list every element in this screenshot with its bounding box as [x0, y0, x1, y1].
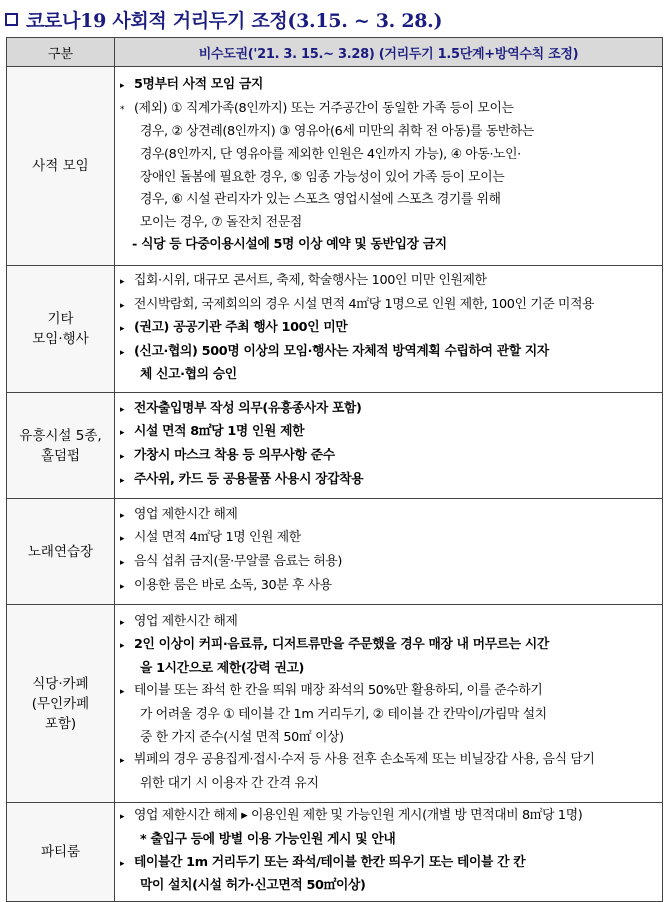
triangle-bullet-icon: ▸	[120, 404, 125, 415]
category-label: 파티룸	[40, 844, 81, 860]
content-text: 경우, ② 상견례(8인까지) ③ 영유아(6세 미만의 취학 전 아동)를 동반하는	[140, 124, 534, 140]
content-line	[120, 829, 658, 852]
triangle-bullet-icon: ▸	[120, 812, 125, 823]
content-line	[120, 294, 658, 318]
content-text: 음식 섭취 금지(물·무알콜 음료는 허용)	[134, 554, 343, 569]
content-text: 전자출입명부 작성 의무(유흥종사자 포함)	[134, 400, 362, 416]
content-line	[120, 144, 658, 167]
content-text: 영업 제한시간 해제 ▸ 이용인원 제한 및 가능인원 게시(개별 방 면적대비 8㎡당 1명)	[134, 808, 583, 824]
triangle-bullet-icon: ▸	[120, 300, 125, 311]
content-text: 테이블간 1m 거리두기 또는 좌석/테이블 한칸 띄우기 또는 테이블 간 칸	[134, 854, 526, 870]
content-line	[120, 551, 658, 575]
content-line	[120, 634, 658, 658]
content-line	[120, 504, 658, 528]
content-line	[120, 421, 658, 445]
category-label: 기타	[47, 311, 74, 327]
content-text: 체 신고·협의 승인	[140, 367, 237, 383]
triangle-bullet-icon: ▸	[120, 324, 125, 335]
content-text: 중 한 가지 준수(시설 면적 50㎡ 이상)	[140, 729, 344, 745]
content-text: 경우, ⑥ 시설 관리자가 있는 스포츠 영업시설에 스포츠 경기를 위해	[140, 192, 501, 208]
content-line	[120, 727, 658, 750]
content-line	[120, 341, 658, 365]
content-line	[120, 527, 658, 551]
content-line	[120, 364, 658, 387]
row-content	[115, 499, 663, 605]
category-label: 노래연습장	[27, 543, 94, 560]
row-category	[7, 605, 115, 803]
triangle-bullet-icon: ▸	[120, 510, 125, 521]
category-label: 유흥시설 5종,	[19, 427, 102, 444]
row-category	[7, 266, 115, 393]
content-line	[120, 445, 658, 469]
triangle-bullet-icon: ▸	[120, 475, 125, 486]
row-category	[7, 499, 115, 605]
content-text: 테이블 또는 좌석 한 칸을 띄워 매장 좌석의 50%만 활용하되, 이를 준수하기	[134, 683, 543, 699]
triangle-bullet-icon: ▸	[120, 641, 125, 652]
triangle-bullet-icon: ▸	[120, 534, 125, 545]
row-category	[7, 67, 115, 266]
content-text: 위한 대기 시 이용자 간 간격 유지	[140, 775, 319, 791]
content-text: (권고) 공공기관 주최 행사 100인 미만	[134, 320, 348, 336]
content-line	[120, 704, 658, 727]
table-body	[7, 67, 663, 902]
content-line	[120, 680, 658, 704]
content-text: (제외) ① 직계가족(8인까지) 또는 거주공간이 동일한 가족 등이 모이는	[134, 100, 514, 116]
category-label: 포함)	[44, 715, 77, 732]
triangle-bullet-icon: ▸	[120, 428, 125, 439]
content-text: 2인 이상이 커피·음료류, 디저트류만을 주문했을 경우 매장 내 머무르는 시간	[134, 637, 549, 653]
content-text: 경우(8인까지, 단 영유아를 제외한 인원은 4인까지 가능), ④ 아동·노인·	[140, 146, 521, 162]
category-label: 사적 모임	[32, 158, 89, 174]
table-header-row	[7, 38, 663, 67]
content-line	[120, 658, 658, 681]
triangle-bullet-icon: ▸	[120, 858, 125, 869]
triangle-bullet-icon: ▸	[120, 617, 125, 628]
content-text: 모이는 경우, ⑦ 돌잔치 전문점	[140, 214, 302, 230]
content-line	[120, 74, 658, 98]
row-category	[7, 393, 115, 499]
content-line	[120, 212, 658, 235]
regulation-table	[6, 37, 663, 902]
content-line	[120, 611, 658, 635]
triangle-bullet-icon: ▸	[120, 687, 125, 698]
content-line	[120, 773, 658, 796]
header-category: 구분	[7, 38, 115, 67]
triangle-bullet-icon: ▸	[120, 452, 125, 462]
row-content	[115, 393, 663, 499]
document-title-text: 코로나19 사회적 거리두기 조정(3.15. ~ 3. 28.)	[26, 9, 443, 32]
content-text: 가창시 마스크 착용 등 의무사항 준수	[134, 448, 335, 463]
row-content	[115, 67, 663, 266]
category-label: (무인카페	[31, 695, 90, 712]
table-row	[7, 67, 663, 266]
row-content	[115, 803, 663, 902]
triangle-bullet-icon: ▸	[120, 347, 125, 358]
table-row	[7, 499, 663, 605]
content-line	[120, 317, 658, 341]
row-content	[115, 266, 663, 393]
asterisk-marker: *	[120, 104, 125, 115]
content-line	[120, 398, 658, 422]
checkbox-bullet-icon	[5, 13, 18, 26]
content-line	[120, 749, 658, 773]
content-line	[120, 167, 658, 190]
content-text: (신고·협의) 500명 이상의 모임·행사는 자체적 방역계획 수립하여 관할 지자	[134, 343, 549, 359]
triangle-bullet-icon: ▸	[120, 558, 125, 568]
category-label: 모임·행사	[32, 331, 89, 347]
content-text: 가 어려울 경우 ① 테이블 간 1m 거리두기, ② 테이블 간 칸막이/가림막 설치	[140, 707, 547, 722]
row-content	[115, 605, 663, 803]
triangle-bullet-icon: ▸	[120, 277, 125, 288]
table-row	[7, 803, 663, 902]
content-line	[120, 98, 658, 122]
content-line	[120, 121, 658, 144]
content-line	[120, 805, 658, 829]
content-text: 장애인 돌봄에 필요한 경우, ⑤ 임종 가능성이 있어 가족 등이 모이는	[140, 169, 505, 185]
content-text: 전시박람회, 국제회의의 경우 시설 면적 4㎡당 1명으로 인원 제한, 100인 기준 미적용	[134, 296, 595, 312]
content-text: 영업 제한시간 해제	[134, 506, 238, 522]
header-period: 비수도권('21. 3. 15.~ 3.28) (거리두기 1.5단계+방역수칙 조정)	[115, 38, 663, 67]
triangle-bullet-icon: ▸	[120, 81, 125, 92]
content-text: 을 1시간으로 제한(강력 권고)	[140, 660, 304, 676]
content-text: 집회·시위, 대규모 콘서트, 축제, 학술행사는 100인 미만 인원제한	[134, 273, 487, 289]
content-text: 시설 면적 8㎡당 1명 인원 제한	[134, 424, 305, 440]
content-line	[120, 234, 658, 257]
table-row	[7, 266, 663, 393]
triangle-bullet-icon: ▸	[120, 581, 125, 592]
content-line	[120, 852, 658, 876]
document-title	[5, 4, 442, 34]
content-text: 5명부터 사적 모임 금지	[134, 77, 263, 93]
triangle-bullet-icon: ▸	[120, 756, 125, 767]
category-label: 홀덤펍	[40, 447, 81, 464]
content-text: * 출입구 등에 방별 이용 가능인원 게시 및 안내	[140, 831, 396, 847]
content-line	[120, 875, 658, 898]
content-text: 이용한 룸은 바로 소독, 30분 후 사용	[134, 577, 332, 593]
content-line	[120, 270, 658, 294]
content-line	[120, 575, 658, 599]
content-text: 영업 제한시간 해제	[134, 613, 238, 629]
table-row	[7, 605, 663, 803]
content-text: 뷔페의 경우 공용집게·접시·수저 등 사용 전후 손소독제 또는 비닐장갑 사용, 음식 담기	[134, 752, 595, 768]
content-text: - 식당 등 다중이용시설에 5명 이상 예약 및 동반입장 금지	[132, 237, 447, 253]
content-text: 막이 설치(시설 허가·신고면적 50㎡이상)	[140, 878, 366, 894]
row-category	[7, 803, 115, 902]
content-line	[120, 189, 658, 212]
content-line	[120, 469, 658, 493]
content-text: 주사위, 카드 등 공용물품 사용시 장갑착용	[134, 471, 364, 487]
content-text: 시설 면적 4㎡당 1명 인원 제한	[134, 530, 301, 546]
category-label: 식당·카페	[32, 675, 89, 692]
table-row	[7, 393, 663, 499]
